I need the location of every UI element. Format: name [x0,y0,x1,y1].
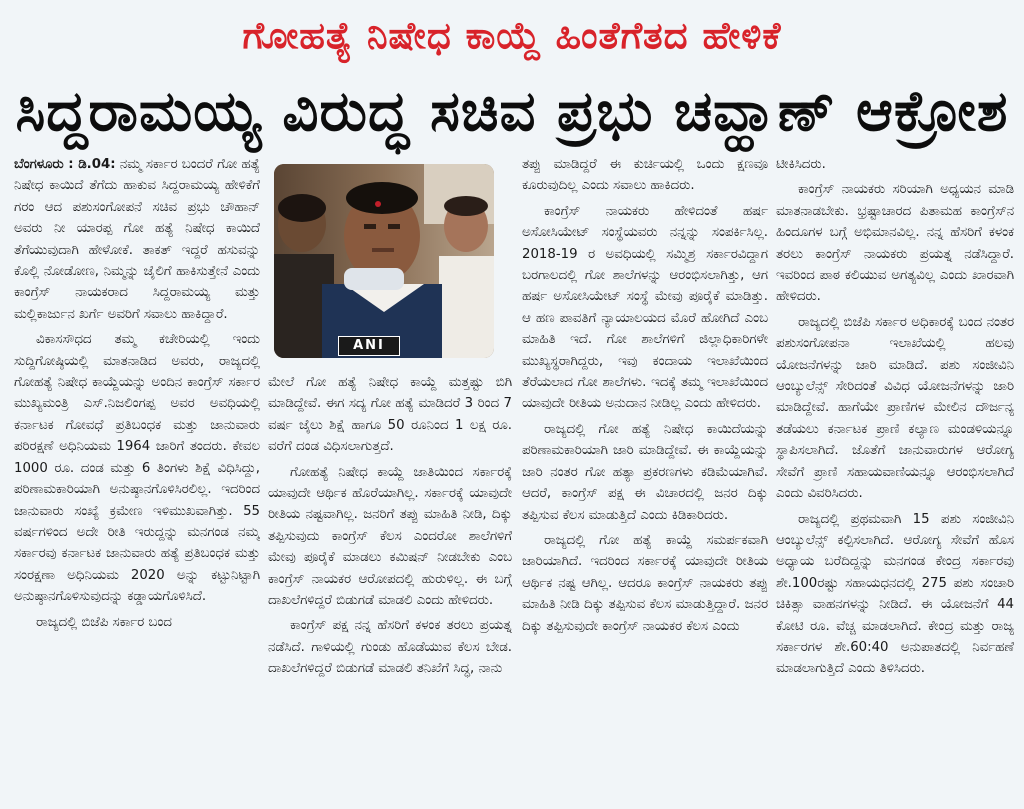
paragraph: ವಿಕಾಸಸೌಧದ ತಮ್ಮ ಕಚೇರಿಯಲ್ಲಿ ಇಂದು ಸುದ್ದಿಗೋಷ್ಠಿಯಲ್ಲಿ ಮಾತನಾಡಿದ ಅವರು, ರಾಜ್ಯದಲ್ಲಿ ಗೋಹತ್ಯೆ ನಿಷೇಧ ಕಾಯ್ದೆಯನ್ನು ಅಂದಿನ ಕಾಂಗ್ರೆಸ್ ಸರ್ಕಾರ ಮುಖ್ಯಮಂತ್ರಿ ಎಸ್.ನಿಜಲಿಂಗಪ್ಪ ಅವರ ಅವಧಿಯಲ್ಲಿ ಕರ್ನಾಟಕ ಗೋವಧೆ ಪ್ರತಿಬಂಧಕ ಮತ್ತು ಜಾನುವಾರು ಪರಿರಕ್ಷಣೆ ಅಧಿನಿಯಮ 1964 ಜಾರಿಗೆ ತಂದರು. ಕೇವಲ 1000 ರೂ. ದಂಡ ಮತ್ತು 6 ತಿಂಗಳು ಶಿಕ್ಷೆ ವಿಧಿಸಿದ್ದು, ಪರಿಣಾಮಕಾರಿಯಾಗಿ ಅನುಷ್ಠಾನಗೊಳಿಸಿರಲಿಲ್ಲ. ಇದರಿಂದ ಜಾನುವಾರು ಸಂಖ್ಯೆ ಕ್ರಮೇಣ ಇಳಿಮುಖವಾಗಿತ್ತು. 55 ವರ್ಷಗಳಿಂದ ಅದೇ ರೀತಿ ಇರುದ್ದನ್ನು ಮನಗಂಡ ನಮ್ಮ ಸರ್ಕಾರವು ಕರ್ನಾಟಕ ಜಾನುವಾರು ಹತ್ಯೆ ಪ್ರತಿಬಂಧಕ ಮತ್ತು ಸಂರಕ್ಷಣಾ ಅಧಿನಿಯಮ 2020 ಅನ್ನು ಕಟ್ಟುನಿಟ್ಟಾಗಿ ಅನುಷ್ಠಾನಗೊಳಿಸುವುದನ್ನು ಕಡ್ಡಾಯಗೊಳಿಸಿದೆ. [14,332,260,605]
ani-logo: ANI [338,336,400,356]
paragraph: ರಾಜ್ಯದಲ್ಲಿ ಗೋ ಹತ್ಯೆ ನಿಷೇಧ ಕಾಯಿದೆಯನ್ನು ಪರಿಣಾಮಕಾರಿಯಾಗಿ ಜಾರಿ ಮಾಡಿದ್ದೇವೆ. ಈ ಕಾಯ್ದೆಯನ್ನು ಜಾರಿ ನಂತರ ಗೋ ಹತ್ಯಾ ಪ್ರಕರಣಗಳು ಕಡಿಮೆಯಾಗಿವೆ. ಆದರೆ, ಕಾಂಗ್ರೆಸ್ ಪಕ್ಷ ಈ ವಿಚಾರದಲ್ಲಿ ಜನರ ದಿಕ್ಕು ತಪ್ಪಿಸುವ ಕೆಲಸ ಮಾಡುತ್ತಿದೆ ಎಂದು ಕಿಡಿಕಾರಿದರು. [522,421,768,523]
photo-illustration [274,164,494,358]
paragraph: ರಾಜ್ಯದಲ್ಲಿ ಬಿಜೆಪಿ ಸರ್ಕಾರ ಅಧಿಕಾರಕ್ಕೆ ಬಂದ ನಂತರ ಪಶುಸಂಗೋಪನಾ ಇಲಾಖೆಯಲ್ಲಿ ಹಲವು ಯೋಜನೆಗಳನ್ನು ಜಾರಿ ಮಾಡಿದೆ. ಪಶು ಸಂಜೀವಿನಿ ಆಂಬ್ಯುಲೆನ್ಸ್ ಸೇರಿದಂತೆ ವಿವಿಧ ಯೋಜನೆಗಳನ್ನು ಜಾರಿ ಮಾಡಿದ್ದೇವೆ. ಹಾಗೆಯೇ ಪ್ರಾಣಿಗಳ ಮೇಲಿನ ದೌರ್ಜನ್ಯ ತಡೆಯಲು ಕರ್ನಾಟಕ ಪ್ರಾಣಿ ಕಲ್ಯಾಣ ಮಂಡಳಿಯನ್ನೂ ಸ್ಥಾಪಿಸಲಾಗಿದೆ. ಜೊತೆಗೆ ಜಾನುವಾರುಗಳ ಆರೋಗ್ಯ ಸೇವೆಗೆ ಪ್ರಾಣಿ ಸಹಾಯವಾಣಿಯನ್ನೂ ಆರಂಭಿಸಲಾಗಿದೆ ಎಂದು ವಿವರಿಸಿದರು. [776,314,1014,502]
lead-paragraph [14,154,260,325]
paragraph: ಕಾಂಗ್ರೆಸ್ ನಾಯಕರು ಹೇಳಿದಂತೆ ಹರ್ಷ ಅಸೋಸಿಯೇಟ್ ಸಂಸ್ಥೆಯವರು ನನ್ನನ್ನು ಸಂಪರ್ಕಿಸಿಲ್ಲ. 2018-19 ರ ಅವಧಿಯಲ್ಲಿ ಸಮ್ಮಿಶ್ರ ಸರ್ಕಾರವಿದ್ದಾಗ ಬರಗಾಲದಲ್ಲಿ ಗೋ ಶಾಲೆಗಳನ್ನು ಆರಂಭಿಸಲಾಗಿತ್ತು, ಆಗ ಹರ್ಷ ಅಸೋಸಿಯೇಟ್ ಸಂಸ್ಥೆ ಮೇವು ಪೂರೈಕೆ ಮಾಡಿತ್ತು. ಆ ಹಣ ಪಾವತಿಗೆ ನ್ಯಾಯಾಲಯದ ಮೊರೆ ಹೋಗಿದೆ ಎಂಬ ಮಾಹಿತಿ ಇದೆ. ಗೋ ಶಾಲೆಗಳಿಗೆ ಜಿಲ್ಲಾಧಿಕಾರಿಗಳೇ ಮುಖ್ಯಸ್ಥರಾಗಿದ್ದರು, ಇವು ಕಂದಾಯ ಇಲಾಖೆಯಿಂದ ತೆರೆಯಲಾದ ಗೋ ಶಾಲೆಗಳು. ಇದಕ್ಕೆ ತಮ್ಮ ಇಲಾಖೆಯಿಂದ ಯಾವುದೇ ರೀತಿಯ ಅನುದಾನ ನೀಡಿಲ್ಲ ಎಂದು ಹೇಳಿದರು. [522,203,768,412]
dateline: ಬೆಂಗಳೂರು : ಡಿ.04: [14,157,116,172]
paragraph: ಮೇಲೆ ಗೋ ಹತ್ಯೆ ನಿಷೇಧ ಕಾಯ್ದೆ ಮತ್ತಷ್ಟು ಬಿಗಿ ಮಾಡಿದ್ದೇವೆ. ಈಗ ಸದ್ಯ ಗೋ ಹತ್ಯೆ ಮಾಡಿದರೆ 3 ರಿಂದ 7 ವರ್ಷ ಜೈಲು ಶಿಕ್ಷೆ ಹಾಗೂ 50 ರೂನಿಂದ 1 ಲಕ್ಷ ರೂ. ವರೆಗೆ ದಂಡ ವಿಧಿಸಲಾಗುತ್ತದೆ. [268,375,512,455]
article-column-2 [268,372,512,806]
kicker-headline: ಗೋಹತ್ಯೆ ನಿಷೇಧ ಕಾಯ್ದೆ ಹಿಂತೆಗೆತದ ಹೇಳಿಕೆ [242,14,782,57]
paragraph: ರಾಜ್ಯದಲ್ಲಿ ಗೋ ಹತ್ಯೆ ಕಾಯ್ದೆ ಸಮರ್ಪಕವಾಗಿ ಜಾರಿಯಾಗಿದೆ. ಇದರಿಂದ ಸರ್ಕಾರಕ್ಕೆ ಯಾವುದೇ ರೀತಿಯ ಆರ್ಥಿಕ ನಷ್ಟ ಆಗಿಲ್ಲ. ಆದರೂ ಕಾಂಗ್ರೆಸ್ ನಾಯಕರು ತಪ್ಪು ಮಾಹಿತಿ ನೀಡಿ ದಿಕ್ಕು ತಪ್ಪಿಸುವ ಕೆಲಸ ಮಾಡುತ್ತಿದ್ದಾರೆ. ಜನರ ದಿಕ್ಕು ತಪ್ಪಿಸುವುದೇ ಕಾಂಗ್ರೆಸ್ ನಾಯಕರ ಕೆಲಸ ಎಂದು [522,532,768,634]
paragraph: ಗೋಹತ್ಯೆ ನಿಷೇಧ ಕಾಯ್ದೆ ಜಾತಿಯಿಂದ ಸರ್ಕಾರಕ್ಕೆ ಯಾವುದೇ ಆರ್ಥಿಕ ಹೊರೆಯಾಗಿಲ್ಲ. ಸರ್ಕಾರಕ್ಕೆ ಯಾವುದೇ ರೀತಿಯ ನಷ್ಟವಾಗಿಲ್ಲ. ಜನರಿಗೆ ತಪ್ಪು ಮಾಹಿತಿ ನೀಡಿ, ದಿಕ್ಕು ತಪ್ಪಿಸುವುದು ಕಾಂಗ್ರೆಸ್ ಕೆಲಸ ಎಂದರೋ ಶಾಲೆಗಳಿಗೆ ಮೇವು ಪೂರೈಕೆ ಮಾಡಲು ಕಮಿಷನ್ ನೀಡಬೇಕು ಎಂಬ ಕಾಂಗ್ರೆಸ್ ನಾಯಕರ ಆರೋಪದಲ್ಲಿ ಹುರುಳಿಲ್ಲ. ಈ ಬಗ್ಗೆ ದಾಖಲೆಗಳಿದ್ದರೆ ಬಿಡುಗಡೆ ಮಾಡಲಿ ಎಂದು ಹೇಳಿದರು. [268,464,512,609]
paragraph: ರಾಜ್ಯದಲ್ಲಿ ಬಿಜೆಪಿ ಸರ್ಕಾರ ಬಂದ [36,614,172,630]
main-headline: ಸಿದ್ದರಾಮಯ್ಯ ವಿರುದ್ಧ ಸಚಿವ ಪ್ರಭು ಚವ್ಹಾಣ್ ಆಕ್ರೋಶ [15,79,1009,144]
article-column-1 [14,154,260,806]
article-column-4 [776,154,1014,806]
lead-text: ನಮ್ಮ ಸರ್ಕಾರ ಬಂದರೆ ಗೋ ಹತ್ಯೆ ನಿಷೇಧ ಕಾಯಿದೆ ತೆಗೆದು ಹಾಕುವ ಸಿದ್ದರಾಮಯ್ಯ ಹೇಳಿಕೆಗೆ ಗರಂ ಆದ ಪಶುಸಂಗೋಪನೆ ಸಚಿವ ಪ್ರಭು ಚೌಹಾನ್ ಅವರು ನೀ ಯಾರಪ್ಪ ಗೋ ಹತ್ಯೆ ನಿಷೇಧ ಕಾಯಿದೆ ತೆಗೆಯುವುದಾಗಿ ಹೇಳೋಕೆ. ತಾಕತ್ ಇದ್ದರೆ ಹಸುವನ್ನು ಕೊಲ್ಲಿ ನೋಡೋಣ, ನಿಮ್ಮನ್ನು ಜೈಲಿಗೆ ಹಾಕಿಸುತ್ತೇನೆ ಎಂದು ಕಾಂಗ್ರೆಸ್ ನಾಯಕರಾದ ಸಿದ್ದರಾಮಯ್ಯ ಮತ್ತು ಮಲ್ಲಿಕಾರ್ಜುನ ಖರ್ಗೆ ಅವರಿಗೆ ಸವಾಲು ಹಾಕಿದ್ದಾರೆ. [14,157,260,322]
news-photo [274,164,494,358]
paragraph: ತಪ್ಪು ಮಾಡಿದ್ದರೆ ಈ ಕುರ್ಚಿಯಲ್ಲಿ ಒಂದು ಕ್ಷಣವೂ ಕೂರುವುದಿಲ್ಲ ಎಂದು ಸವಾಲು ಹಾಕಿದರು. [522,157,768,194]
paragraph: ರಾಜ್ಯದಲ್ಲಿ ಪ್ರಥಮವಾಗಿ 15 ಪಶು ಸಂಜೀವಿನಿ ಆಂಬ್ಯುಲೆನ್ಸ್ ಕಲ್ಪಿಸಲಾಗಿದೆ. ಆರೋಗ್ಯ ಸೇವೆಗೆ ಹೊಸ ಅಧ್ಯಾಯ ಬರೆದಿದ್ದನ್ನು ಮನಗಂಡ ಕೇಂದ್ರ ಸರ್ಕಾರವು ಶೇ.100ರಷ್ಟು ಸಹಾಯಧನದಲ್ಲಿ 275 ಪಶು ಸಂಚಾರಿ ಚಿಕಿತ್ಸಾ ವಾಹನಗಳನ್ನು ನೀಡಿದೆ. ಈ ಯೋಜನೆಗೆ 44 ಕೋಟಿ ರೂ. ವೆಚ್ಚ ಮಾಡಲಾಗಿದೆ. ಕೇಂದ್ರ ಮತ್ತು ರಾಜ್ಯ ಸರ್ಕಾರಗಳ ಶೇ.60:40 ಅನುಪಾತದಲ್ಲಿ ನಿರ್ವಹಣೆ ಮಾಡಲಾಗುತ್ತಿದೆ ಎಂದು ತಿಳಿಸಿದರು. [776,511,1014,677]
paragraph: ಟೀಕಿಸಿದರು. [776,157,826,172]
paragraph: ಕಾಂಗ್ರೆಸ್ ಪಕ್ಷ ನನ್ನ ಹೆಸರಿಗೆ ಕಳಂಕ ತರಲು ಪ್ರಯತ್ನ ನಡೆಸಿದೆ. ಗಾಳಿಯಲ್ಲಿ ಗುಂಡು ಹೊಡೆಯುವ ಕೆಲಸ ಬೇಡ. ದಾಖಲೆಗಳಿದ್ದರೆ ಬಿಡುಗಡೆ ಮಾಡಲಿ ತನಿಖೆಗೆ ಸಿದ್ಧ, ನಾನು [268,618,512,677]
article-column-3 [522,154,768,806]
paragraph: ಕಾಂಗ್ರೆಸ್ ನಾಯಕರು ಸರಿಯಾಗಿ ಅಧ್ಯಯನ ಮಾಡಿ ಮಾತನಾಡಬೇಕು. ಭ್ರಷ್ಟಾಚಾರದ ಪಿತಾಮಹ ಕಾಂಗ್ರೆಸ್‌ನ ಹಿಂದೂಗಳ ಬಗ್ಗೆ ಅಭಿಮಾನವಿಲ್ಲ. ನನ್ನ ಹೆಸರಿಗೆ ಕಳಂಕ ತರಲು ಕಾಂಗ್ರೆಸ್ ನಾಯಕರು ಪ್ರಯತ್ನ ನಡೆಸಿದ್ದಾರೆ. ಇವರಿಂದ ಪಾಠ ಕಲಿಯುವ ಅಗತ್ಯವಿಲ್ಲ ಎಂದು ಖಾರವಾಗಿ ಹೇಳಿದರು. [776,182,1014,305]
